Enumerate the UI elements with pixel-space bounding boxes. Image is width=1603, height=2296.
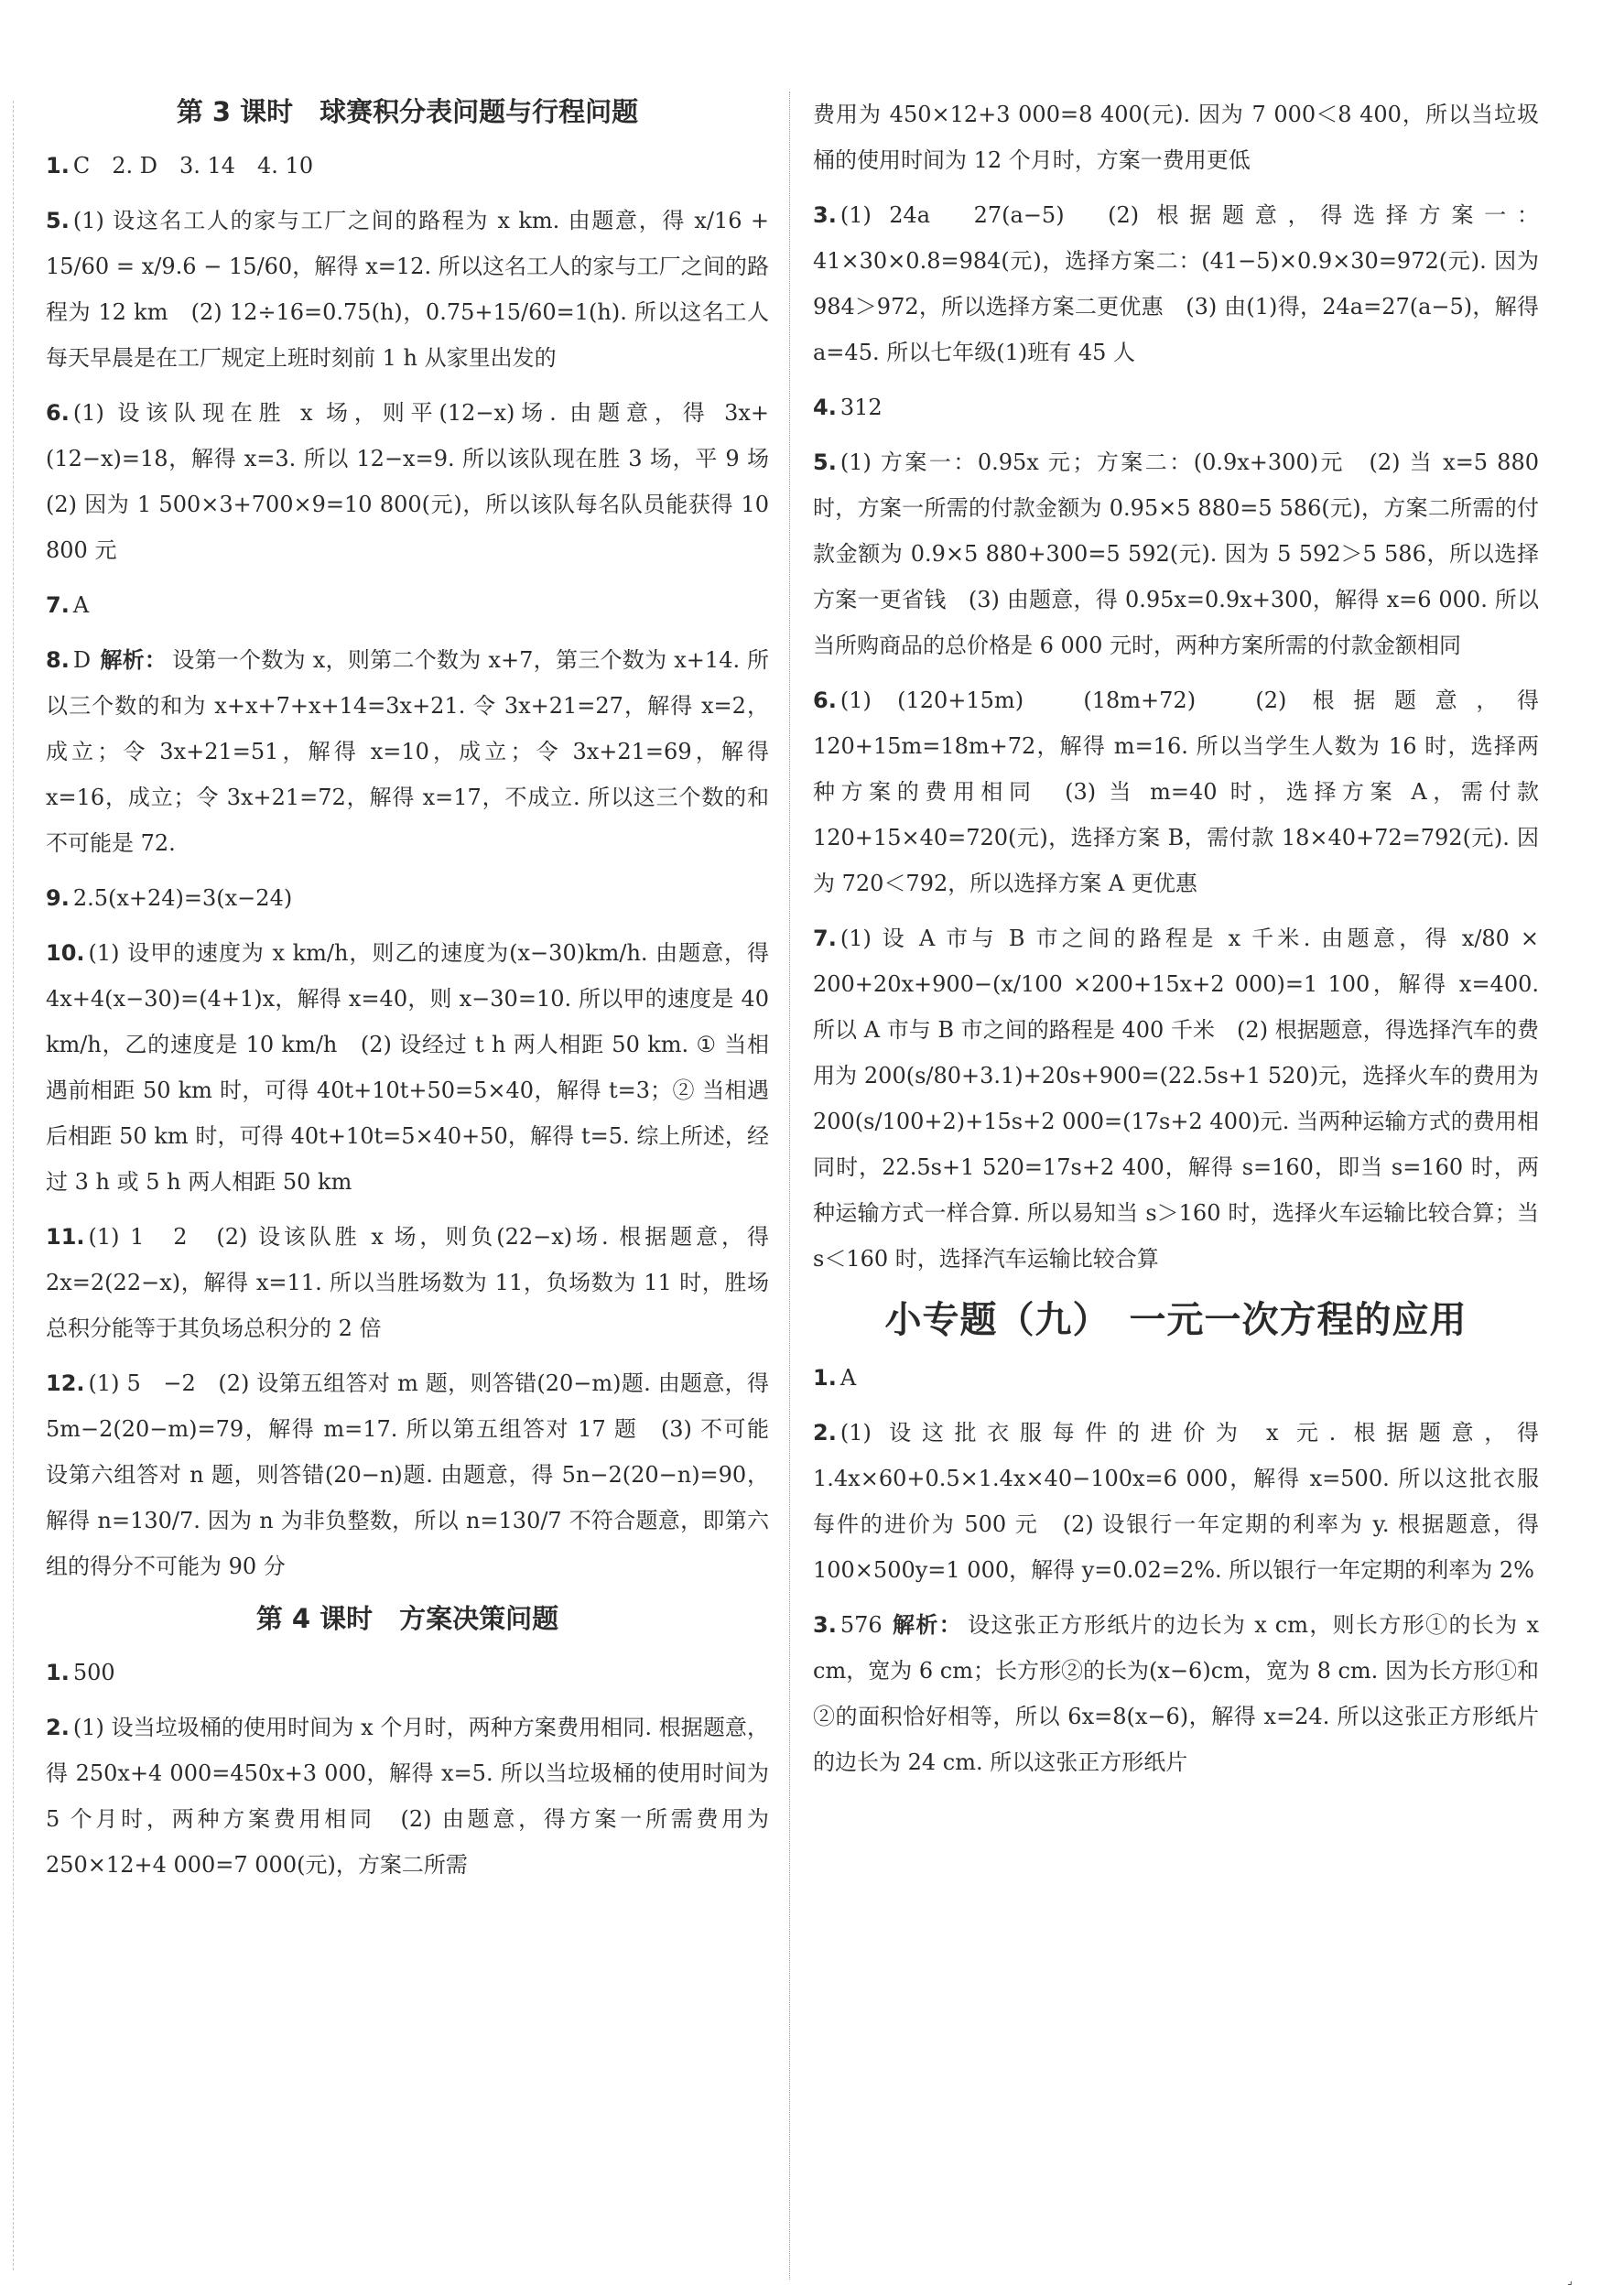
lesson4-answer-5 — [813, 439, 1539, 668]
analysis-label: 解析： — [891, 1612, 963, 1638]
answer-text: A — [72, 592, 90, 618]
answer-text: D — [72, 647, 92, 673]
topic9-answer-3 — [813, 1602, 1539, 1785]
answer-text: 2.5(x+24)=3(x−24) — [72, 885, 293, 911]
answer-number: 1. — [46, 153, 70, 179]
answer-number: 7. — [46, 592, 70, 618]
answer-number: 9. — [46, 885, 70, 911]
answer-text: 500 — [72, 1660, 115, 1685]
answer-number: 2. — [46, 1715, 70, 1740]
answer-number: 11. — [46, 1224, 85, 1250]
topic9-answer-2 — [813, 1410, 1539, 1593]
answer-text: (1) 设 A 市与 B 市之间的路程是 x 千米. 由题意，得 x/80 × 200+20x+900−(x/100 ×200+15x+2 000)=1 100，解得 x=400. 所以 A 市与 B 市之间的路程是 400 千米 (2) 根据题意，得选择汽车的费用为 200(s/80+3.1)+20s+900=(22.5s+1 520)元，选择火车的费用为 200(s/100+2)+15s+2 000=(17s+2 400)元. 当两种运输方式的费用相同时，22.5s+1 520=17s+2 400，解得 s=160，即当 s=160 时，两种运输方式一样合算. 所以易知当 s＞160 时，选择火车运输比较合算；当 s＜160 时，选择汽车运输比较合算 — [813, 926, 1539, 1272]
answer-number: 1. — [813, 1365, 837, 1391]
answer-text: (1) 设这名工人的家与工厂之间的路程为 x km. 由题意，得 x/16 + 15/60 = x/9.6 − 15/60，解得 x=12. 所以这名工人的家与工厂之间的路程为 12 km (2) 12÷16=0.75(h)，0.75+15/60=1(h). 所以这名工人每天早晨是在工厂规定上班时刻前 1 h 从家里出发的 — [46, 208, 769, 371]
answer-9 — [46, 875, 769, 921]
answer-text: 312 — [839, 395, 883, 420]
answer-number: 6. — [46, 400, 70, 426]
answer-number: 7. — [813, 926, 837, 951]
analysis-text: 设第一个数为 x，则第二个数为 x+7，第三个数为 x+14. 所以三个数的和为 x+x+7+x+14=3x+21. 令 3x+21=27，解得 x=2，成立；令 3x+21=51，解得 x=10，成立；令 3x+21=69，解得 x=16，成立；令 3x+21=72，解得 x=17，不成立. 所以这三个数的和不可能是 72. — [46, 647, 769, 856]
answer-1-4 — [46, 143, 769, 189]
answer-text: (1) 1 2 (2) 设该队胜 x 场，则负(22−x)场. 根据题意，得 2x=2(22−x)，解得 x=11. 所以当胜场数为 11，负场数为 11 时，胜场总积分能等于其负场总积分的 2 倍 — [46, 1224, 769, 1341]
answer-text: (1) 设该队现在胜 x 场，则平(12−x)场. 由题意，得 3x+(12−x)=18，解得 x=3. 所以 12−x=9. 所以该队现在胜 3 场，平 9 场 (2) 因为 1 500×3+700×9=10 800(元)，所以该队每名队员能获得 10 800 元 — [46, 400, 791, 563]
topic9-answer-1 — [813, 1355, 1539, 1401]
answer-10 — [46, 930, 769, 1205]
answer-number: 8. — [46, 647, 70, 673]
answer-number: 4. — [813, 395, 837, 420]
answer-11 — [46, 1214, 769, 1351]
lesson4-answer-2 — [46, 1705, 769, 1888]
binding-edge-line — [13, 101, 14, 2270]
answer-text: 576 — [839, 1612, 883, 1638]
lesson4-answer-3 — [813, 192, 1539, 375]
column-separator — [789, 92, 790, 2280]
answer-number: 12. — [46, 1370, 85, 1396]
answer-number: 3. — [813, 1612, 837, 1638]
topic9-heading: 小专题（九） 一元一次方程的应用 — [884, 1299, 1468, 1341]
answer-text: (1) 设这批衣服每件的进价为 x 元. 根据题意，得 1.4x×60+0.5×1.4x×40−100x=6 000，解得 x=500. 所以这批衣服每件的进价为 500 元 (2) 设银行一年定期的利率为 y. 根据题意，得 100×500y=1 000，解得 y=0.02=2%. 所以银行一年定期的利率为 2% — [813, 1420, 1539, 1583]
page-corner-mark: ⌟ — [1567, 2274, 1573, 2287]
right-column — [813, 92, 1539, 1794]
left-column — [46, 92, 791, 1897]
lesson4-answer-7 — [813, 915, 1539, 1282]
answer-text: C 2. D 3. 14 4. 10 — [72, 153, 314, 179]
answer-text: A — [839, 1365, 857, 1391]
answer-number: 5. — [46, 208, 70, 233]
answer-number: 2. — [813, 1420, 837, 1446]
lesson4-heading: 第 4 课时 方案决策问题 — [255, 1603, 559, 1634]
analysis-text: 设这张正方形纸片的边长为 x cm，则长方形①的长为 x cm，宽为 6 cm；长方形②的长为(x−6)cm，宽为 8 cm. 因为长方形①和②的面积恰好相等，所以 6x=8(x−6)，解得 x=24. 所以这张正方形纸片的边长为 24 cm. 所以这张正方形纸片 — [813, 1612, 1540, 1775]
answer-8 — [46, 637, 769, 866]
answer-7 — [46, 582, 769, 628]
answer-number: 10. — [46, 940, 85, 966]
lesson4-answer-2-continued: 费用为 450×12+3 000=8 400(元). 因为 7 000＜8 400，所以当垃圾桶的使用时间为 12 个月时，方案一费用更低 — [813, 102, 1539, 173]
answer-5 — [46, 198, 769, 381]
answer-number: 5. — [813, 449, 837, 475]
answer-text: (1) 24a 27(a−5) (2) 根据题意，得选择方案一：41×30×0.8=984(元)，选择方案二：(41−5)×0.9×30=972(元). 因为 984＞972，所以选择方案二更优惠 (3) 由(1)得，24a=27(a−5)，解得 a=45. 所以七年级(1)班有 45 人 — [813, 202, 1539, 365]
lesson4-answer-1 — [46, 1650, 769, 1695]
answer-text: (1) 设当垃圾桶的使用时间为 x 个月时，两种方案费用相同. 根据题意，得 250x+4 000=450x+3 000，解得 x=5. 所以当垃圾桶的使用时间为 5 个月时，两种方案费用相同 (2) 由题意，得方案一所需费用为 250×12+4 000=7 000(元)，方案二所需 — [46, 1715, 769, 1878]
lesson4-answer-4 — [813, 384, 1539, 430]
answer-text: (1) 5 −2 (2) 设第五组答对 m 题，则答错(20−m)题. 由题意，得 5m−2(20−m)=79，解得 m=17. 所以第五组答对 17 题 (3) 不可能 设第六组答对 n 题，则答错(20−n)题. 由题意，得 5n−2(20−n)=90，解得 n=130/7. 因为 n 为非负整数，所以 n=130/7 不符合题意，即第六组的得分不可能为 90 分 — [46, 1370, 791, 1579]
lesson3-heading: 第 3 课时 球赛积分表问题与行程问题 — [176, 96, 639, 127]
answer-text: (1) 设甲的速度为 x km/h，则乙的速度为(x−30)km/h. 由题意，得 4x+4(x−30)=(4+1)x，解得 x=40，则 x−30=10. 所以甲的速度是 40 km/h，乙的速度是 10 km/h (2) 设经过 t h 两人相距 50 km. ① 当相遇前相距 50 km 时，可得 40t+10t+50=5×40，解得 t=3；② 当相遇后相距 50 km 时，可得 40t+10t=5×40+50，解得 t=5. 综上所述，经过 3 h 或 5 h 两人相距 50 km — [46, 940, 769, 1195]
answer-text: (1) (120+15m) (18m+72) (2) 根据题意，得 120+15m=18m+72，解得 m=16. 所以当学生人数为 16 时，选择两种方案的费用相同 (3) 当 m=40 时，选择方案 A，需付款 120+15×40=720(元)，选择方案 B，需付款 18×40+72=792(元). 因为 720＜792，所以选择方案 A 更优惠 — [813, 688, 1539, 896]
answer-number: 6. — [813, 688, 837, 713]
answer-number: 3. — [813, 202, 837, 228]
answer-text: (1) 方案一：0.95x 元；方案二：(0.9x+300)元 (2) 当 x=5 880 时，方案一所需的付款金额为 0.95×5 880=5 586(元)，方案二所需的付款金额为 0.9×5 880+300=5 592(元). 因为 5 592＞5 586，所以选择方案一更省钱 (3) 由题意，得 0.95x=0.9x+300，解得 x=6 000. 所以当所购商品的总价格是 6 000 元时，两种方案所需的付款金额相同 — [813, 449, 1539, 658]
lesson4-answer-6 — [813, 677, 1539, 906]
answer-12 — [46, 1360, 791, 1589]
analysis-label: 解析： — [100, 647, 168, 673]
answer-number: 1. — [46, 1660, 70, 1685]
answer-6 — [46, 390, 791, 573]
